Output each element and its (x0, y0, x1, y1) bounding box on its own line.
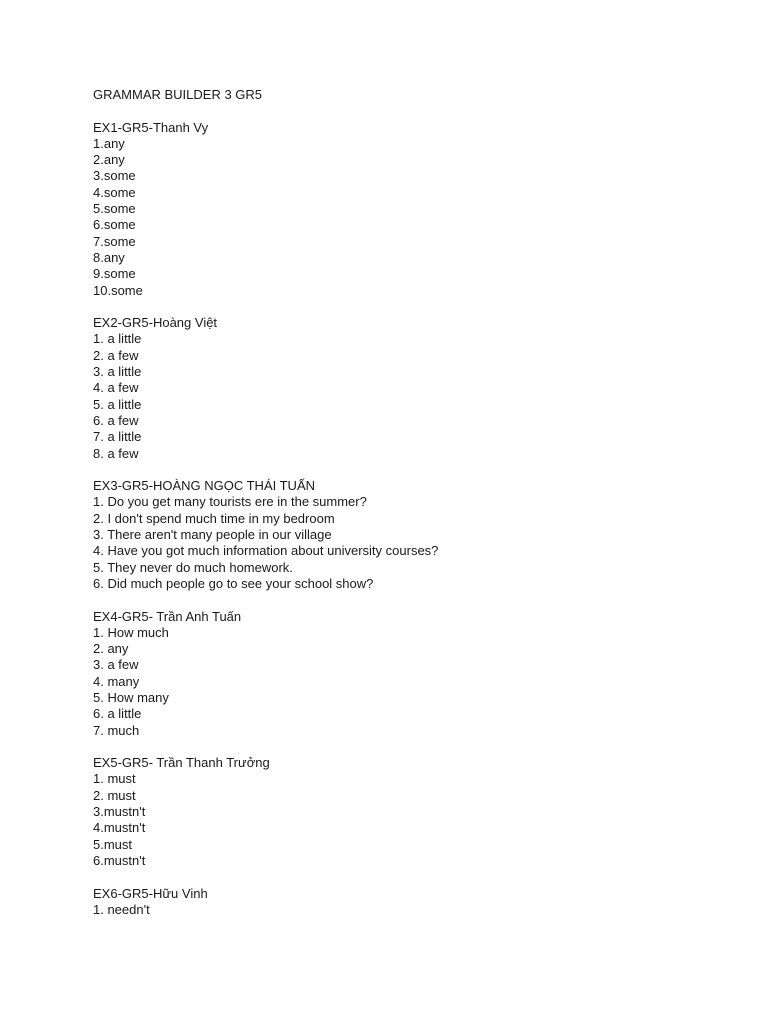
blank-line (93, 462, 733, 478)
blank-line (93, 299, 733, 315)
answer-line: 3.some (93, 168, 136, 184)
answer-line: 6.mustn't (93, 852, 146, 868)
answer-line: 1. a little (93, 331, 142, 347)
answer-line: 5.some (93, 201, 136, 217)
answer-line: 4.some (93, 184, 136, 200)
answer-line: 6. Did much people go to see your school show? (93, 575, 374, 591)
section-heading: EX4-GR5- Trần Anh Tuấn (93, 608, 242, 624)
exercise-section-6 (93, 886, 733, 919)
answer-line: 3. There aren't many people in our village (93, 527, 332, 543)
blank-line (93, 592, 733, 608)
answer-line: 7.some (93, 233, 136, 249)
section-heading: EX2-GR5-Hoàng Việt (93, 315, 218, 331)
exercise-section-4 (93, 609, 733, 739)
answer-line: 3. a little (93, 364, 142, 380)
blank-line (93, 869, 733, 885)
answer-line: 3. a few (93, 657, 139, 673)
answer-line: 7. a little (93, 429, 142, 445)
answer-line: 5. They never do much homework. (93, 559, 293, 575)
document-title: GRAMMAR BUILDER 3 GR5 (93, 87, 263, 102)
answer-line: 7. much (93, 722, 140, 738)
blank-line (93, 739, 733, 755)
answer-line: 1. Do you get many tourists ere in the summer? (93, 494, 367, 510)
answer-line: 4. many (93, 673, 140, 689)
answer-line: 9.some (93, 266, 136, 282)
answer-line: 1. How much (93, 624, 169, 640)
section-heading: EX6-GR5-Hữu Vinh (93, 885, 208, 901)
answer-line: 5. a little (93, 396, 142, 412)
section-heading: EX5-GR5- Trần Thanh Trưởng (93, 755, 270, 771)
answer-line: 10.some (93, 282, 143, 298)
blank-line (93, 103, 733, 119)
answer-line: 2. any (93, 641, 129, 657)
answer-line: 6. a few (93, 412, 139, 428)
answer-line: 6.some (93, 217, 136, 233)
answer-line: 2. must (93, 787, 136, 803)
exercise-section-5 (93, 755, 733, 869)
answer-line: 5.must (93, 836, 133, 852)
answer-line: 2.any (93, 152, 125, 168)
exercise-section-3 (93, 478, 733, 592)
exercise-section-2 (93, 315, 733, 462)
answer-line: 8.any (93, 249, 125, 265)
answer-line: 6. a little (93, 706, 142, 722)
answer-line: 1. must (93, 771, 136, 787)
answer-line: 5. How many (93, 689, 169, 705)
answer-line: 8. a few (93, 445, 139, 461)
answer-line: 4.mustn't (93, 820, 146, 836)
section-heading: EX3-GR5-HOÀNG NGỌC THÁI TUẤN (93, 478, 315, 494)
exercise-section-1 (93, 120, 733, 299)
answer-line: 3.mustn't (93, 804, 146, 820)
document-page (93, 87, 733, 918)
answer-line: 1.any (93, 135, 125, 151)
section-heading: EX1-GR5-Thanh Vy (93, 119, 209, 135)
answer-line: 1. needn't (93, 901, 150, 917)
answer-line: 2. a few (93, 347, 139, 363)
answer-line: 4. a few (93, 380, 139, 396)
answer-line: 4. Have you got much information about university courses? (93, 543, 439, 559)
answer-line: 2. I don't spend much time in my bedroom (93, 510, 335, 526)
